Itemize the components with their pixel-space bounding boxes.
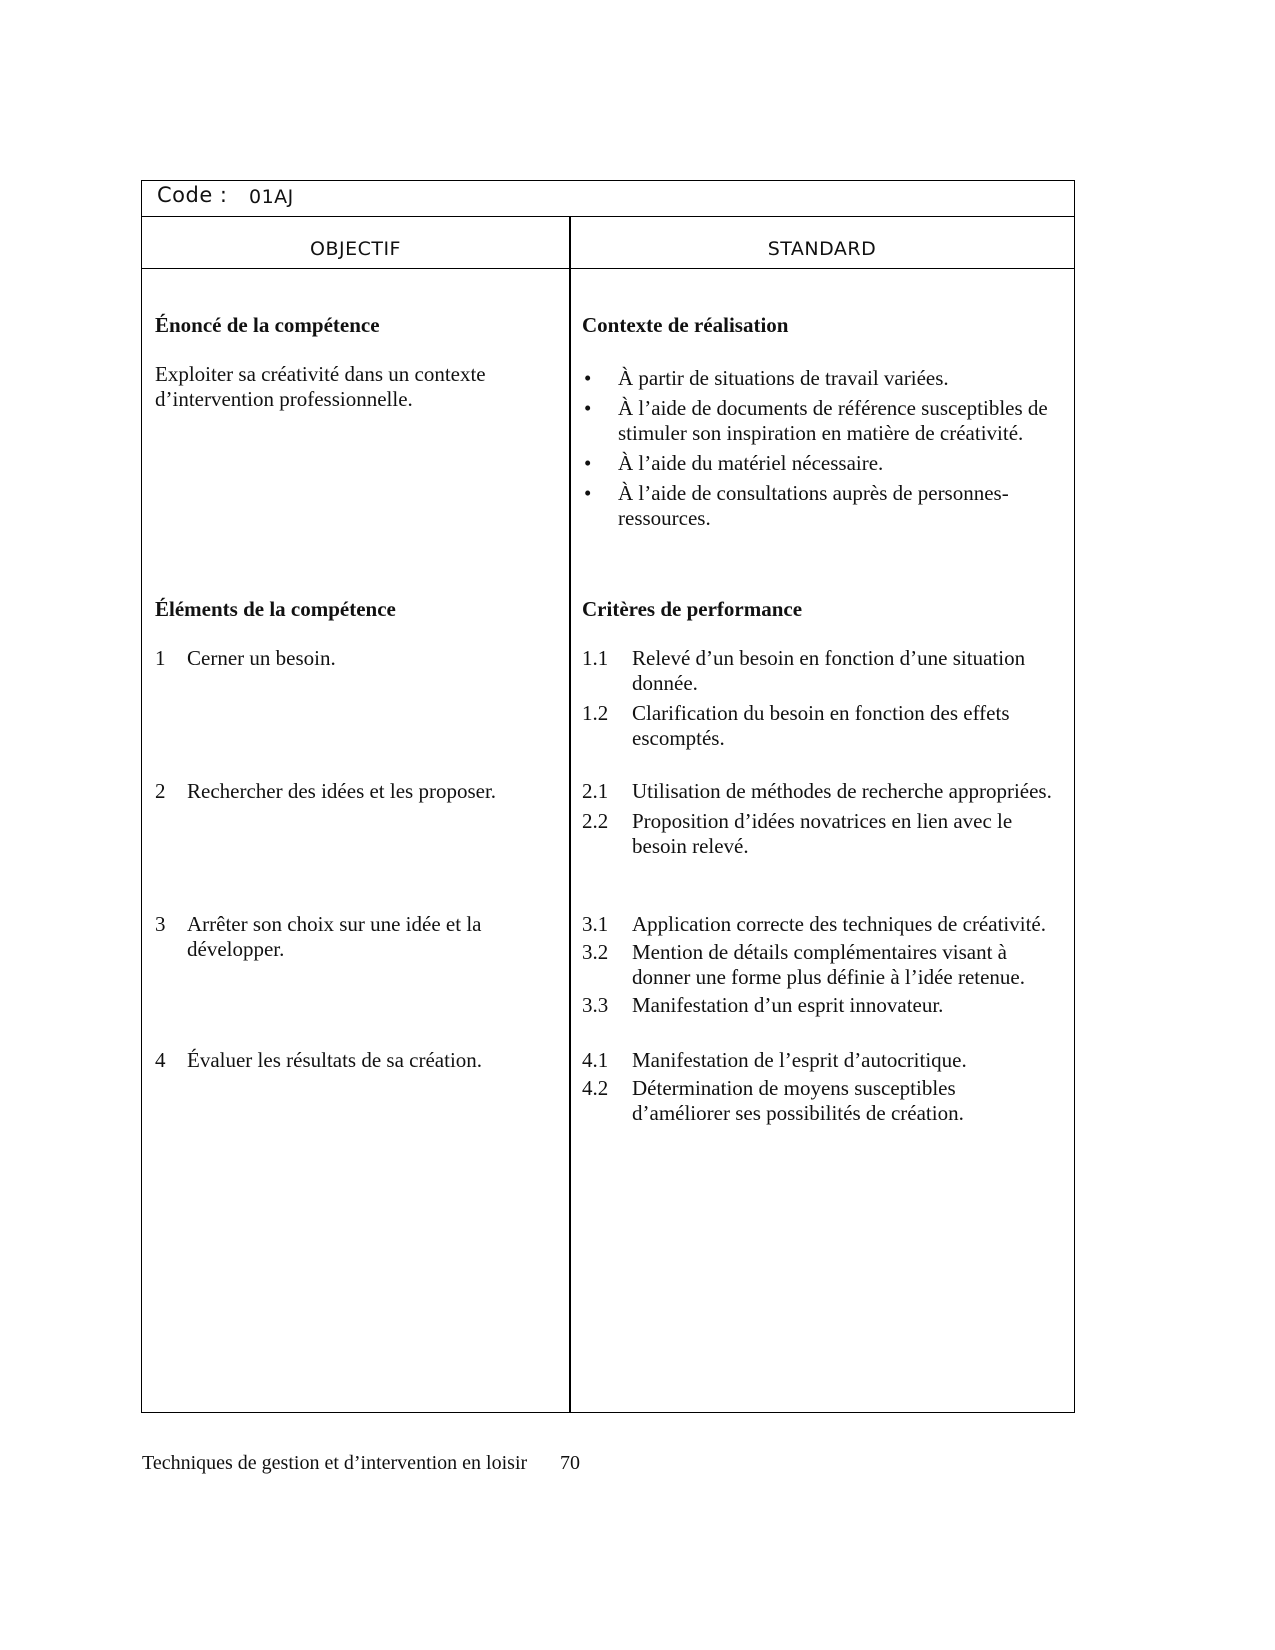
criterion-text: Utilisation de méthodes de recherche appropriées. <box>632 779 1052 803</box>
criterion <box>582 1076 1052 1126</box>
footer-title: Techniques de gestion et d’intervention en loisir <box>142 1452 528 1474</box>
criterion-number: 3.3 <box>582 993 609 1017</box>
criterion <box>582 993 1067 1018</box>
criteria-3 <box>582 912 1067 1023</box>
criteres-title: Critères de performance <box>582 597 803 621</box>
contexte-item: • À l’aide de consultations auprès de personnes-ressources. <box>582 481 1052 531</box>
element-text: Cerner un besoin. <box>187 646 336 670</box>
element-number: 4 <box>155 1048 166 1072</box>
contexte-item: • À l’aide de documents de référence susceptibles de stimuler son inspiration en matière de créativité. <box>582 396 1052 446</box>
standard-header: STANDARD <box>767 238 877 260</box>
criterion-text: Manifestation de l’esprit d’autocritique. <box>632 1048 967 1072</box>
criterion-number: 3.1 <box>582 912 609 936</box>
element-text: Rechercher des idées et les proposer. <box>187 779 497 803</box>
criterion-text: Relevé d’un besoin en fonction d’une situation donnée. <box>632 646 1026 695</box>
element-text: Arrêter son choix sur une idée et la développer. <box>187 912 482 961</box>
criteria-4 <box>582 1048 1052 1131</box>
criterion-text: Proposition d’idées novatrices en lien avec le besoin relevé. <box>632 809 1013 858</box>
criterion-text: Détermination de moyens susceptibles d’améliorer ses possibilités de création. <box>632 1076 964 1125</box>
divider <box>141 268 1075 269</box>
objective-header: OBJECTIF <box>309 238 401 260</box>
criterion <box>582 1048 1052 1073</box>
contexte-title: Contexte de réalisation <box>582 313 789 337</box>
column-divider <box>569 216 571 1412</box>
enonce-title: Énoncé de la compétence <box>155 313 380 337</box>
code-value: 01AJ <box>249 186 294 208</box>
criterion-text: Application correcte des techniques de créativité. <box>632 912 1046 936</box>
element-2 <box>155 779 535 804</box>
contexte-list <box>582 366 1052 536</box>
element-number: 1 <box>155 646 166 670</box>
criterion <box>582 779 1052 804</box>
criterion <box>582 809 1052 859</box>
criterion-text: Mention de détails complémentaires visant à donner une forme plus définie à l’idée retenue. <box>632 940 1026 989</box>
criterion <box>582 646 1052 696</box>
contexte-item: • À l’aide du matériel nécessaire. <box>582 451 1052 476</box>
criterion <box>582 912 1067 937</box>
page-number: 70 <box>560 1452 580 1474</box>
criterion-number: 4.1 <box>582 1048 609 1072</box>
criterion-number: 4.2 <box>582 1076 609 1100</box>
criteria-1 <box>582 646 1052 756</box>
criterion <box>582 701 1052 751</box>
element-number: 3 <box>155 912 166 936</box>
code-label: Code : <box>157 183 228 207</box>
element-text: Évaluer les résultats de sa création. <box>187 1048 483 1072</box>
criterion-text: Manifestation d’un esprit innovateur. <box>632 993 944 1017</box>
element-3 <box>155 912 505 962</box>
criterion-number: 2.1 <box>582 779 609 803</box>
criterion-number: 2.2 <box>582 809 609 833</box>
element-4 <box>155 1048 535 1073</box>
criteria-2 <box>582 779 1052 864</box>
enonce-text: Exploiter sa créativité dans un contexte d’intervention professionnelle. <box>155 362 486 411</box>
criterion-number: 1.1 <box>582 646 609 670</box>
criterion-number: 3.2 <box>582 940 609 964</box>
elements-title: Éléments de la compétence <box>155 597 396 621</box>
element-number: 2 <box>155 779 166 803</box>
element-1 <box>155 646 535 671</box>
criterion-number: 1.2 <box>582 701 609 725</box>
criterion-text: Clarification du besoin en fonction des effets escomptés. <box>632 701 1010 750</box>
contexte-item: • À partir de situations de travail variées. <box>582 366 1052 391</box>
divider <box>141 216 1075 217</box>
criterion <box>582 940 1067 990</box>
